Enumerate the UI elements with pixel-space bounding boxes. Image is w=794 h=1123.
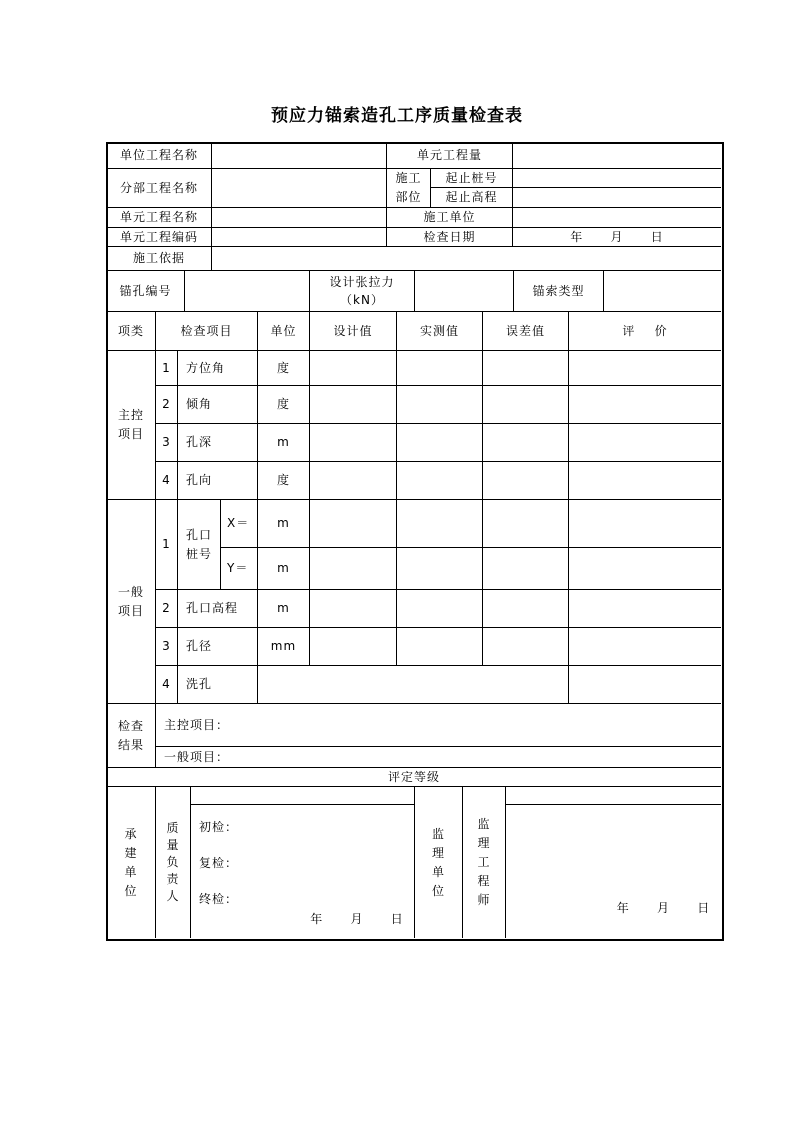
element-project-name-label: 单元工程名称 — [119, 210, 198, 224]
result-label: 检查 结果 — [117, 718, 144, 752]
main-row-unit: 度 — [276, 473, 290, 487]
general-row-no: 4 — [162, 677, 171, 691]
form-title: 预应力锚索造孔工序质量检查表 — [271, 106, 523, 126]
y-coordinate-label: Y＝ — [227, 561, 249, 575]
general-row-unit: m — [277, 601, 290, 615]
element-qty-label: 单元工程量 — [416, 148, 482, 162]
main-row-name: 倾角 — [186, 397, 213, 411]
general-row-name: 孔口高程 — [186, 601, 239, 615]
construction-basis-field[interactable] — [212, 247, 721, 270]
x-coordinate-label: X＝ — [227, 516, 250, 530]
inspection-date-field[interactable]: 年 月 日 — [570, 229, 664, 244]
construction-basis-label: 施工依据 — [132, 251, 185, 265]
first-check-label[interactable]: 初检： — [199, 819, 239, 834]
y-unit: m — [277, 561, 290, 575]
grade-label: 评定等级 — [387, 769, 440, 784]
main-row-no: 4 — [162, 473, 171, 487]
re-check-label[interactable]: 复检： — [199, 855, 239, 870]
design-tension-label: 设计张拉力 （kN） — [329, 275, 395, 307]
col-category: 项类 — [117, 323, 144, 338]
general-row-no: 1 — [162, 537, 171, 551]
anchor-hole-no-field[interactable] — [185, 271, 309, 311]
col-evaluation: 评 价 — [622, 323, 668, 338]
anchor-type-field[interactable] — [604, 271, 721, 311]
unit-project-name-field[interactable] — [212, 143, 386, 168]
supervising-engineer-label: 监 理 工 程 师 — [477, 817, 491, 907]
result-main-items[interactable]: 主控项目： — [164, 717, 230, 732]
main-items-label: 主控 项目 — [117, 408, 144, 441]
element-project-code-label: 单元工程编码 — [119, 229, 198, 244]
supervisor-label: 监 理 单 位 — [431, 826, 445, 898]
inspection-date-label: 检查日期 — [423, 229, 476, 244]
unit-project-name-label: 单位工程名称 — [119, 148, 198, 162]
x-unit: m — [277, 516, 290, 530]
start-end-station-label: 起止桩号 — [445, 170, 498, 185]
main-row-no: 1 — [162, 360, 171, 375]
hole-station-label: 孔口 桩号 — [185, 527, 212, 561]
main-row-no: 3 — [162, 435, 171, 449]
main-row-name: 方位角 — [186, 360, 226, 375]
anchor-type-label: 锚索类型 — [532, 283, 585, 298]
construction-unit-field[interactable] — [513, 208, 721, 227]
start-end-elevation-label: 起止高程 — [445, 190, 498, 204]
result-general-items[interactable]: 一般项目： — [164, 749, 230, 764]
main-row-unit: 度 — [276, 397, 290, 411]
construction-unit-label: 施工单位 — [423, 210, 476, 224]
element-project-name-field[interactable] — [212, 208, 386, 227]
element-project-code-field[interactable] — [212, 228, 386, 246]
col-measured-value: 实测值 — [419, 323, 459, 338]
anchor-hole-no-label: 锚孔编号 — [119, 283, 172, 298]
main-row-no: 2 — [162, 397, 171, 411]
general-row-name: 洗孔 — [186, 677, 213, 691]
sub-project-name-label: 分部工程名称 — [119, 180, 198, 195]
start-end-elevation-field[interactable] — [513, 188, 721, 207]
general-row-no: 2 — [162, 601, 171, 615]
main-row-name: 孔深 — [186, 435, 213, 449]
general-row-no: 3 — [162, 639, 171, 653]
construction-part-label: 施工 部位 — [395, 171, 422, 204]
supervisor-date[interactable]: 年 月 日 — [616, 900, 711, 915]
main-row-unit: m — [277, 435, 290, 449]
general-row-name: 孔径 — [186, 639, 213, 653]
quality-lead-label: 质 量 负 责 人 — [166, 821, 180, 903]
general-items-label: 一般 项目 — [117, 584, 144, 618]
main-row-name: 孔向 — [186, 473, 213, 487]
contractor-label: 承 建 单 位 — [124, 826, 138, 898]
element-qty-field[interactable] — [513, 143, 721, 168]
general-row-unit: mm — [270, 639, 297, 653]
design-tension-field[interactable] — [415, 271, 513, 311]
col-unit: 单位 — [270, 323, 297, 338]
col-item: 检查项目 — [180, 323, 233, 338]
sub-project-name-field[interactable] — [212, 169, 386, 207]
final-check-label[interactable]: 终检： — [199, 891, 239, 906]
start-end-station-field[interactable] — [513, 169, 721, 187]
col-error-value: 误差值 — [505, 323, 545, 338]
col-design-value: 设计值 — [333, 323, 373, 338]
main-row-unit: 度 — [276, 360, 290, 375]
contractor-date[interactable]: 年 月 日 — [310, 911, 404, 926]
